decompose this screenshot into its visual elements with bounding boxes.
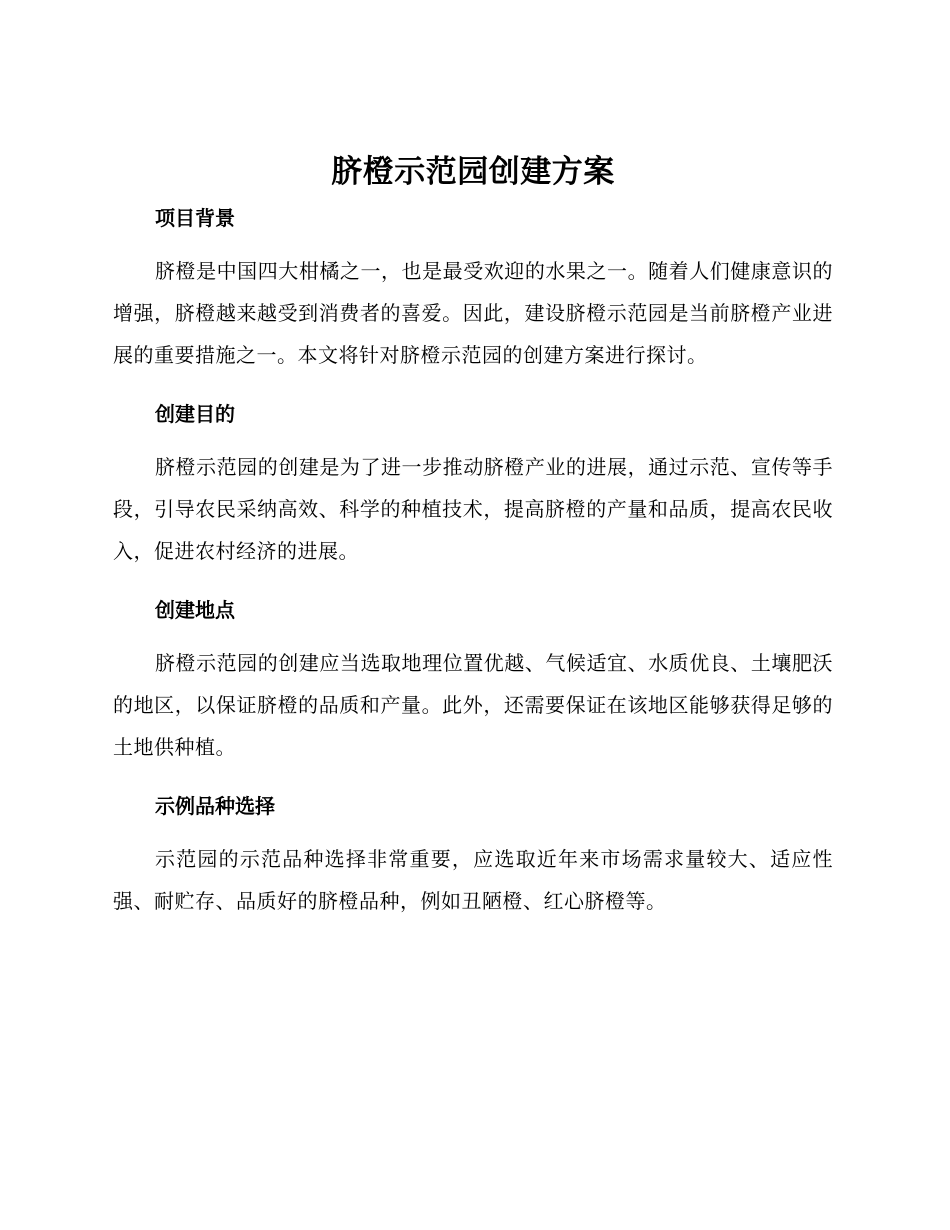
section-project-background: [113, 204, 833, 376]
section-heading: 创建地点: [155, 598, 235, 622]
section-variety-selection: [113, 792, 833, 922]
section-location: [113, 596, 833, 768]
document-page: [113, 150, 833, 922]
section-paragraph: 脐橙示范园的创建是为了进一步推动脐橙产业的进展，通过示范、宣传等手段，引导农民采纳高效、科学的种植技术，提高脐橙的产量和品质，提高农民收入，促进农村经济的进展。: [113, 455, 833, 563]
section-heading: 示例品种选择: [155, 794, 275, 818]
section-heading: 创建目的: [155, 402, 235, 426]
section-paragraph: 脐橙示范园的创建应当选取地理位置优越、气候适宜、水质优良、土壤肥沃的地区，以保证脐橙的品质和产量。此外，还需要保证在该地区能够获得足够的土地供种植。: [113, 651, 833, 759]
section-heading: 项目背景: [155, 206, 235, 230]
section-purpose: [113, 400, 833, 572]
section-paragraph: 脐橙是中国四大柑橘之一，也是最受欢迎的水果之一。随着人们健康意识的增强，脐橙越来越受到消费者的喜爱。因此，建设脐橙示范园是当前脐橙产业进展的重要措施之一。本文将针对脐橙示范园的创建方案进行探讨。: [113, 259, 833, 367]
document-title: 脐橙示范园创建方案: [331, 154, 615, 190]
section-paragraph: 示范园的示范品种选择非常重要，应选取近年来市场需求量较大、适应性强、耐贮存、品质好的脐橙品种，例如丑陋橙、红心脐橙等。: [113, 847, 833, 913]
